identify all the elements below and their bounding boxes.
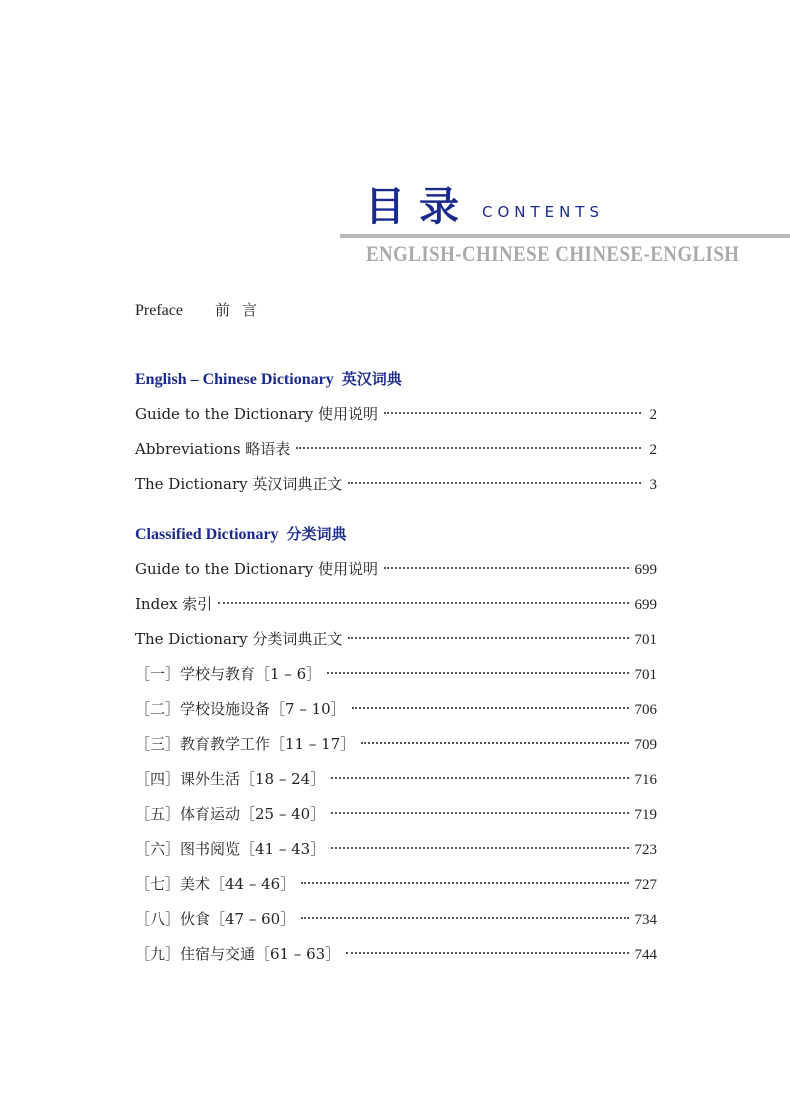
dot-leader	[301, 882, 628, 884]
toc-entry-label: ［五］体育运动［25 – 40］	[135, 805, 326, 823]
dot-leader	[348, 637, 628, 639]
toc-entry-label: ［六］图书阅览［41 – 43］	[135, 840, 326, 858]
toc-entry-page: 2	[649, 407, 657, 423]
title-divider	[340, 234, 790, 238]
dot-leader	[384, 412, 641, 414]
preface-label-en: Preface	[135, 302, 183, 319]
toc-entry-label: Guide to the Dictionary 使用说明	[135, 560, 378, 578]
dot-leader	[361, 742, 628, 744]
toc-entry[interactable]	[135, 803, 657, 827]
toc-entry[interactable]	[135, 403, 657, 427]
toc-entry[interactable]	[135, 943, 657, 967]
toc-entry[interactable]	[135, 593, 657, 617]
toc-entry-label: ［七］美术［44 – 46］	[135, 875, 296, 893]
toc-entry-page: 723	[634, 842, 657, 858]
toc-entry[interactable]	[135, 908, 657, 932]
toc-entry-page: 706	[634, 702, 657, 718]
dot-leader	[348, 482, 641, 484]
preface-label-cn: 前言	[214, 301, 269, 319]
toc-entry[interactable]	[135, 438, 657, 462]
toc-entry[interactable]	[135, 873, 657, 897]
toc-entry-label: ［四］课外生活［18 – 24］	[135, 770, 326, 788]
toc-entry-page: 744	[634, 947, 657, 963]
toc-entry-page: 709	[634, 737, 657, 753]
toc-entry-label: ［二］学校设施设备［7 – 10］	[135, 700, 346, 718]
toc-entry-label: The Dictionary 英汉词典正文	[135, 475, 343, 493]
section-heading-cn: 分类词典	[286, 525, 347, 543]
toc-entry-page: 699	[634, 597, 657, 613]
toc-entry[interactable]	[135, 768, 657, 792]
toc-entry-label: Abbreviations 略语表	[135, 440, 291, 458]
dot-leader	[218, 602, 628, 604]
dot-leader	[296, 447, 641, 449]
toc-entry-label: ［九］住宿与交通［61 – 63］	[135, 945, 341, 963]
toc-entry-page: 3	[649, 477, 657, 493]
toc-entry-page: 2	[649, 442, 657, 458]
toc-entry-label: Index 索引	[135, 595, 213, 613]
toc-entry-page: 727	[634, 877, 657, 893]
dot-leader	[331, 847, 628, 849]
section-heading-classified[interactable]	[135, 523, 347, 544]
toc-entry-label: The Dictionary 分类词典正文	[135, 630, 343, 648]
toc-entry-page: 716	[634, 772, 657, 788]
dot-leader	[331, 777, 628, 779]
dot-leader	[331, 812, 628, 814]
toc-entry[interactable]	[135, 558, 657, 582]
toc-entry-page: 734	[634, 912, 657, 928]
toc-preface[interactable]	[135, 299, 269, 320]
dot-leader	[327, 672, 628, 674]
toc-entry[interactable]	[135, 628, 657, 652]
toc-entry-page: 719	[634, 807, 657, 823]
toc-entry[interactable]	[135, 838, 657, 862]
toc-entry-label: ［三］教育教学工作［11 – 17］	[135, 735, 356, 753]
page-title-chinese: 目录	[365, 183, 473, 230]
toc-entry-page: 699	[634, 562, 657, 578]
section-heading-english-chinese[interactable]	[135, 368, 402, 389]
toc-entry[interactable]	[135, 473, 657, 497]
toc-entry[interactable]	[135, 663, 657, 687]
toc-entry-page: 701	[634, 667, 657, 683]
section-heading-en: Classified Dictionary	[135, 526, 279, 543]
page-subtitle: ENGLISH-CHINESE CHINESE-ENGLISH	[366, 241, 740, 266]
section-heading-cn: 英汉词典	[341, 370, 402, 388]
dot-leader	[301, 917, 628, 919]
toc-entry-label: Guide to the Dictionary 使用说明	[135, 405, 378, 423]
toc-entry[interactable]	[135, 733, 657, 757]
section-heading-en: English – Chinese Dictionary	[135, 371, 334, 388]
dot-leader	[346, 952, 628, 954]
dot-leader	[384, 567, 629, 569]
toc-entry-page: 701	[634, 632, 657, 648]
toc-entry-label: ［一］学校与教育［1 – 6］	[135, 665, 322, 683]
toc-entry-label: ［八］伙食［47 – 60］	[135, 910, 296, 928]
toc-entry[interactable]	[135, 698, 657, 722]
dot-leader	[352, 707, 629, 709]
page-title-english: CONTENTS	[482, 203, 605, 221]
